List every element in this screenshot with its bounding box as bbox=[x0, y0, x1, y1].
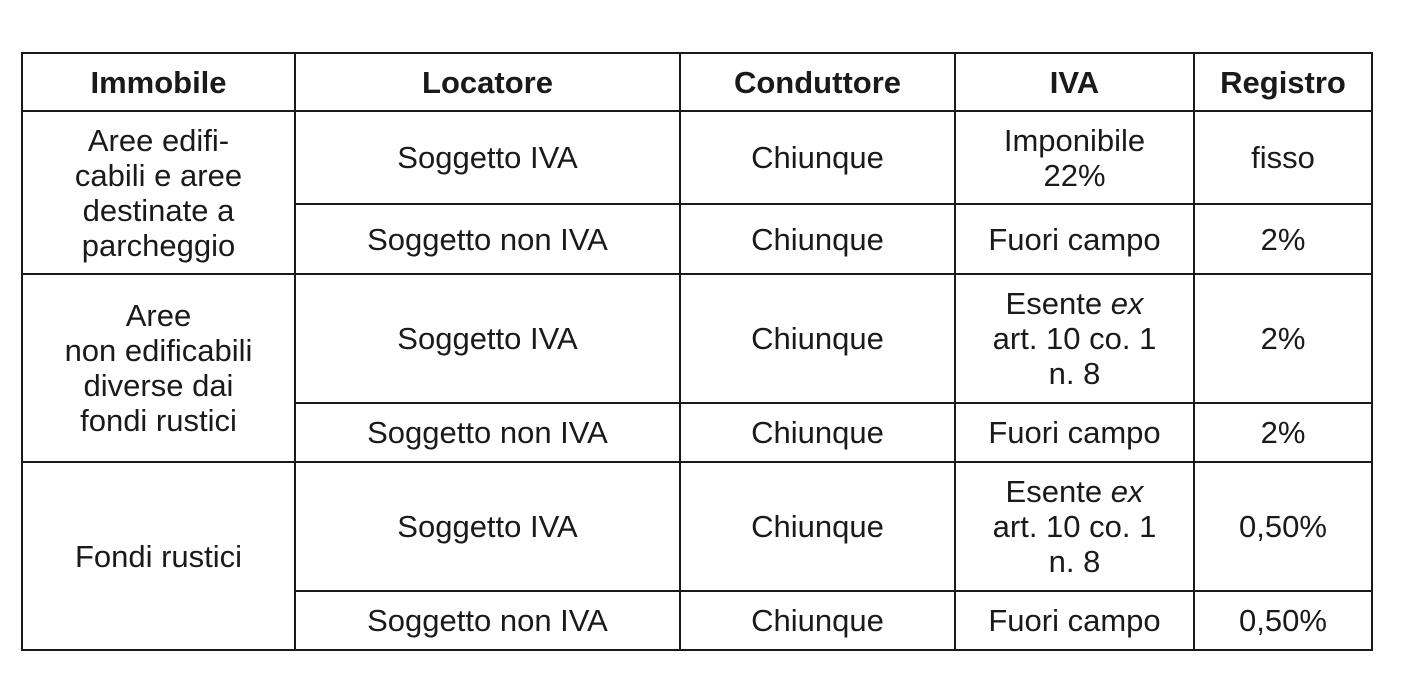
iva-line bbox=[962, 474, 1187, 509]
iva-italic: ex bbox=[1110, 286, 1144, 321]
immobile-line: fondi rustici bbox=[80, 403, 237, 438]
immobile-line: destinate a bbox=[82, 192, 235, 228]
conduttore-cell: Chiunque bbox=[680, 403, 955, 462]
registro-cell: 0,50% bbox=[1194, 462, 1372, 591]
iva-line: art. 10 co. 1 bbox=[992, 321, 1157, 356]
table-row bbox=[22, 111, 1372, 204]
immobile-cell bbox=[22, 462, 295, 650]
iva-line: n. 8 bbox=[1048, 356, 1101, 391]
iva-line: 22% bbox=[1043, 157, 1106, 193]
immobile-line: parcheggio bbox=[81, 227, 236, 263]
iva-word: Esente bbox=[1005, 286, 1103, 321]
immobile-line: Aree edifi- bbox=[87, 122, 230, 158]
locatore-cell: Soggetto non IVA bbox=[295, 591, 680, 650]
immobile-line: diverse dai bbox=[83, 368, 234, 403]
header-immobile: Immobile bbox=[22, 53, 295, 111]
iva-line: art. 10 co. 1 bbox=[992, 509, 1157, 544]
conduttore-cell: Chiunque bbox=[680, 204, 955, 274]
conduttore-cell: Chiunque bbox=[680, 462, 955, 591]
immobile-line: Aree bbox=[125, 298, 192, 333]
locatore-cell: Soggetto IVA bbox=[295, 274, 680, 403]
iva-cell: Fuori campo bbox=[955, 204, 1194, 274]
locatore-cell: Soggetto IVA bbox=[295, 462, 680, 591]
iva-word: Esente bbox=[1005, 474, 1103, 509]
immobile-line: non edificabili bbox=[64, 333, 253, 368]
locatore-cell: Soggetto non IVA bbox=[295, 403, 680, 462]
registro-cell: 2% bbox=[1194, 204, 1372, 274]
iva-cell bbox=[955, 111, 1194, 204]
registro-cell: 2% bbox=[1194, 403, 1372, 462]
table-row bbox=[22, 274, 1372, 403]
iva-line: n. 8 bbox=[1048, 544, 1101, 579]
registro-cell: fisso bbox=[1194, 111, 1372, 204]
conduttore-cell: Chiunque bbox=[680, 591, 955, 650]
iva-cell bbox=[955, 462, 1194, 591]
header-row bbox=[22, 53, 1372, 111]
immobile-cell bbox=[22, 274, 295, 462]
iva-line bbox=[962, 286, 1187, 321]
conduttore-cell: Chiunque bbox=[680, 274, 955, 403]
header-conduttore: Conduttore bbox=[680, 53, 955, 111]
immobile-line: cabili e aree bbox=[74, 157, 243, 193]
iva-cell bbox=[955, 274, 1194, 403]
header-locatore: Locatore bbox=[295, 53, 680, 111]
tax-table bbox=[21, 52, 1373, 651]
iva-cell: Fuori campo bbox=[955, 403, 1194, 462]
iva-cell: Fuori campo bbox=[955, 591, 1194, 650]
locatore-cell: Soggetto IVA bbox=[295, 111, 680, 204]
table-row bbox=[22, 462, 1372, 591]
registro-cell: 2% bbox=[1194, 274, 1372, 403]
locatore-cell: Soggetto non IVA bbox=[295, 204, 680, 274]
iva-line: Imponibile bbox=[1003, 122, 1146, 158]
header-registro: Registro bbox=[1194, 53, 1372, 111]
registro-cell: 0,50% bbox=[1194, 591, 1372, 650]
immobile-cell bbox=[22, 111, 295, 274]
immobile-line: Fondi rustici bbox=[74, 538, 243, 574]
iva-italic: ex bbox=[1110, 474, 1144, 509]
conduttore-cell: Chiunque bbox=[680, 111, 955, 204]
header-iva: IVA bbox=[955, 53, 1194, 111]
